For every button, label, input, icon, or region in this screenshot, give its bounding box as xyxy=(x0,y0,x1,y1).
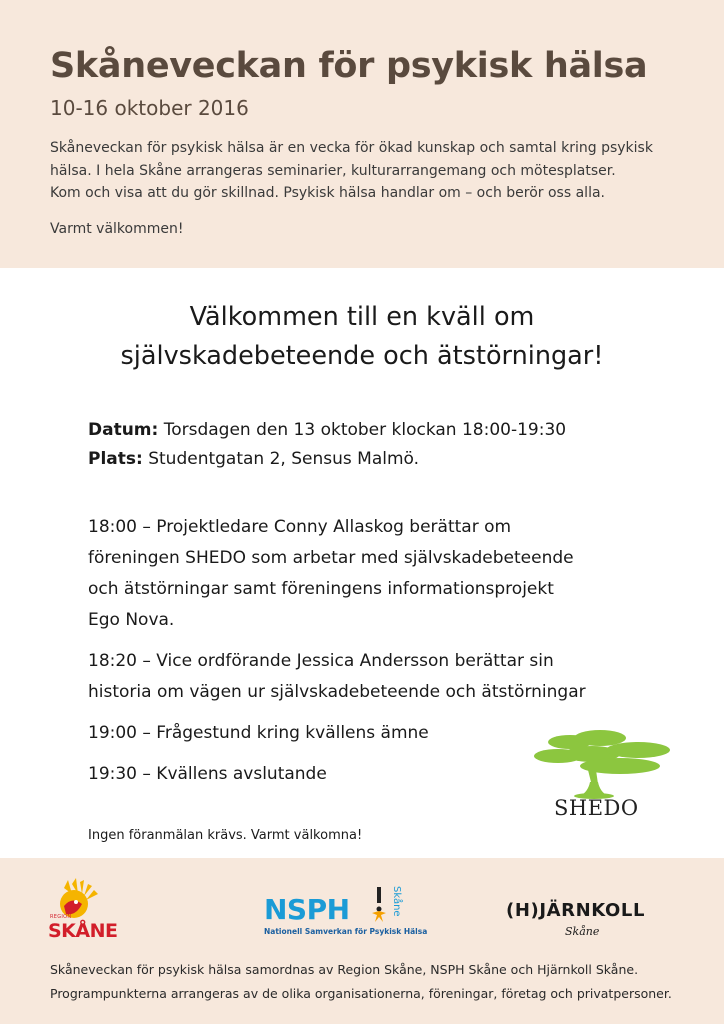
nsph-figure-icon xyxy=(370,887,388,923)
program-line: 18:00 – Projektledare Conny Allaskog berättar om xyxy=(88,517,512,537)
week-dates: 10-16 oktober 2016 xyxy=(50,96,249,120)
nsph-skane-vertical xyxy=(390,886,404,926)
program-item xyxy=(88,512,688,636)
shedo-logo-text: SHEDO xyxy=(554,796,639,820)
date-label: Datum: xyxy=(88,420,159,440)
welcome-text: Varmt välkommen! xyxy=(50,221,184,237)
program-line: Ego Nova. xyxy=(88,610,175,630)
program-line: föreningen SHEDO som arbetar med självskadebeteende xyxy=(88,548,574,568)
hjarnkoll-logo-text: (H)JÄRNKOLL xyxy=(506,900,646,921)
program-line: 19:30 – Kvällens avslutande xyxy=(88,764,327,784)
region-skane-small-text: REGION xyxy=(50,914,72,920)
place-value: Studentgatan 2, Sensus Malmö. xyxy=(148,449,420,469)
program-line: 18:20 – Vice ordförande Jessica Andersson berättar sin xyxy=(88,651,554,671)
intro-line: Skåneveckan för psykisk hälsa är en vecka för ökad kunskap och samtal kring psykisk xyxy=(50,140,653,156)
headline-line: Välkommen till en kväll om xyxy=(189,302,535,332)
intro-line: hälsa. I hela Skåne arrangeras seminarier, kulturarrangemang och mötesplatser. xyxy=(50,162,616,179)
program-line: 19:00 – Frågestund kring kvällens ämne xyxy=(88,723,429,743)
event-info xyxy=(88,416,566,474)
nsph-logo-text: NSPH xyxy=(264,893,350,926)
program-line: och ätstörningar samt föreningens informationsprojekt xyxy=(88,579,554,599)
intro-text xyxy=(50,137,690,205)
intro-line: Kom och visa att du gör skillnad. Psykisk hälsa handlar om – och berör oss alla. xyxy=(50,185,605,201)
footer-text xyxy=(50,958,672,1006)
nsph-skane-text: Skåne xyxy=(391,886,402,917)
program-item xyxy=(88,646,688,708)
event-headline xyxy=(0,298,724,376)
region-skane-text: SKÅNE xyxy=(48,920,118,942)
nsph-subtitle: Nationell Samverkan för Psykisk Hälsa xyxy=(264,927,428,936)
event-date-row xyxy=(88,416,566,445)
poster-title: Skåneveckan för psykisk hälsa xyxy=(50,46,648,86)
footer-line: Programpunkterna arrangeras av de olika organisationerna, föreningar, företag och privatpersoner. xyxy=(50,986,672,1001)
program-line: historia om vägen ur självskadebeteende och ätstörningar xyxy=(88,682,586,702)
event-place-row xyxy=(88,445,566,474)
footer-line: Skåneveckan för psykisk hälsa samordnas av Region Skåne, NSPH Skåne och Hjärnkoll Skåne. xyxy=(50,962,639,977)
headline-line: självskadebeteende och ätstörningar! xyxy=(120,341,604,371)
hjarnkoll-subtitle: Skåne xyxy=(565,925,600,938)
no-registration-note: Ingen föranmälan krävs. Varmt välkomna! xyxy=(88,828,363,843)
place-label: Plats: xyxy=(88,449,143,469)
date-value: Torsdagen den 13 oktober klockan 18:00-19:30 xyxy=(163,420,567,440)
